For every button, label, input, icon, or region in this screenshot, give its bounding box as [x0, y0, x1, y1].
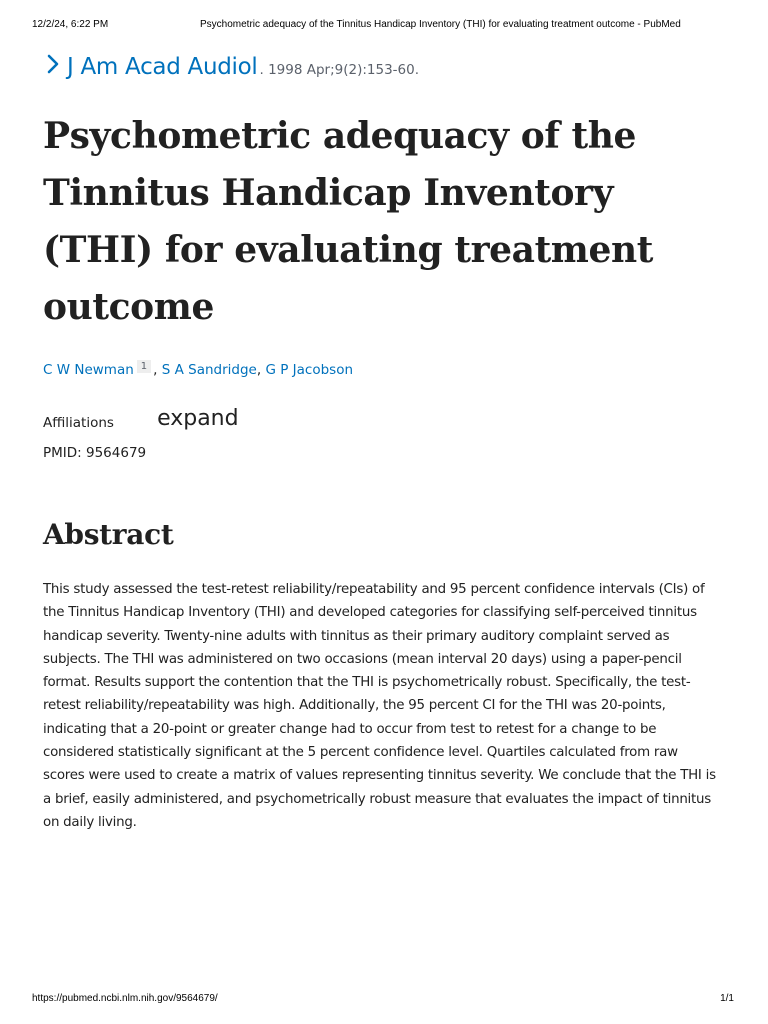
print-footer	[32, 993, 736, 1007]
print-header	[32, 19, 736, 33]
chevron-right-icon[interactable]	[43, 52, 63, 78]
print-page-title: Psychometric adequacy of the Tinnitus Handicap Inventory (THI) for evaluating treatment outcome - PubMed	[200, 19, 681, 30]
article-title: Psychometric adequacy of the Tinnitus Handicap Inventory (THI) for evaluating treatment outcome	[43, 115, 654, 328]
affiliations-label: Affiliations	[43, 415, 114, 431]
affiliations-row	[43, 408, 239, 433]
author-separator: ,	[256, 362, 266, 378]
abstract-text: This study assessed the test-retest reliability/repeatability and 95 percent confidence intervals (CIs) of the Tinnitus Handicap Inventory (THI) and developed categories for classifying self-perceived tinnitus handicap severity. Twenty-nine adults with tinnitus as their primary auditory complaint served as subjects. The THI was administered on two occasions (mean interval 20 days) using a paper-pencil format. Results support the contention that the THI is psychometrically robust. Specifically, the test-retest reliability/repeatability was high. Additionally, the 95 percent CI for the THI was 20-points, indicating that a 20-point or greater change had to occur from test to retest for a change to be considered statistically significant at the 5 percent confidence level. Quartiles calculated from raw scores were used to create a matrix of values representing tinnitus severity. We conclude that the THI is a brief, easily administered, and psychometrically robust measure that evaluates the impact of tinnitus on daily living.	[43, 582, 716, 830]
author-link[interactable]: S A Sandridge	[161, 362, 257, 378]
author-separator: ,	[153, 362, 162, 378]
print-page-number: 1/1	[720, 993, 734, 1004]
abstract-heading: Abstract	[43, 518, 174, 551]
print-url: https://pubmed.ncbi.nlm.nih.gov/9564679/	[32, 993, 218, 1004]
author-link[interactable]: G P Jacobson	[265, 362, 354, 378]
journal-link[interactable]: J Am Acad Audiol	[67, 54, 258, 80]
affiliation-ref-badge[interactable]: 1	[137, 360, 151, 373]
affiliations-expand-toggle[interactable]: expand	[157, 406, 239, 431]
citation-line	[43, 48, 419, 80]
citation-details: . 1998 Apr;9(2):153-60.	[259, 62, 420, 78]
pmid: PMID: 9564679	[43, 445, 147, 461]
author-link[interactable]: C W Newman	[43, 362, 134, 378]
print-datetime: 12/2/24, 6:22 PM	[32, 19, 109, 30]
author-list	[43, 360, 353, 378]
